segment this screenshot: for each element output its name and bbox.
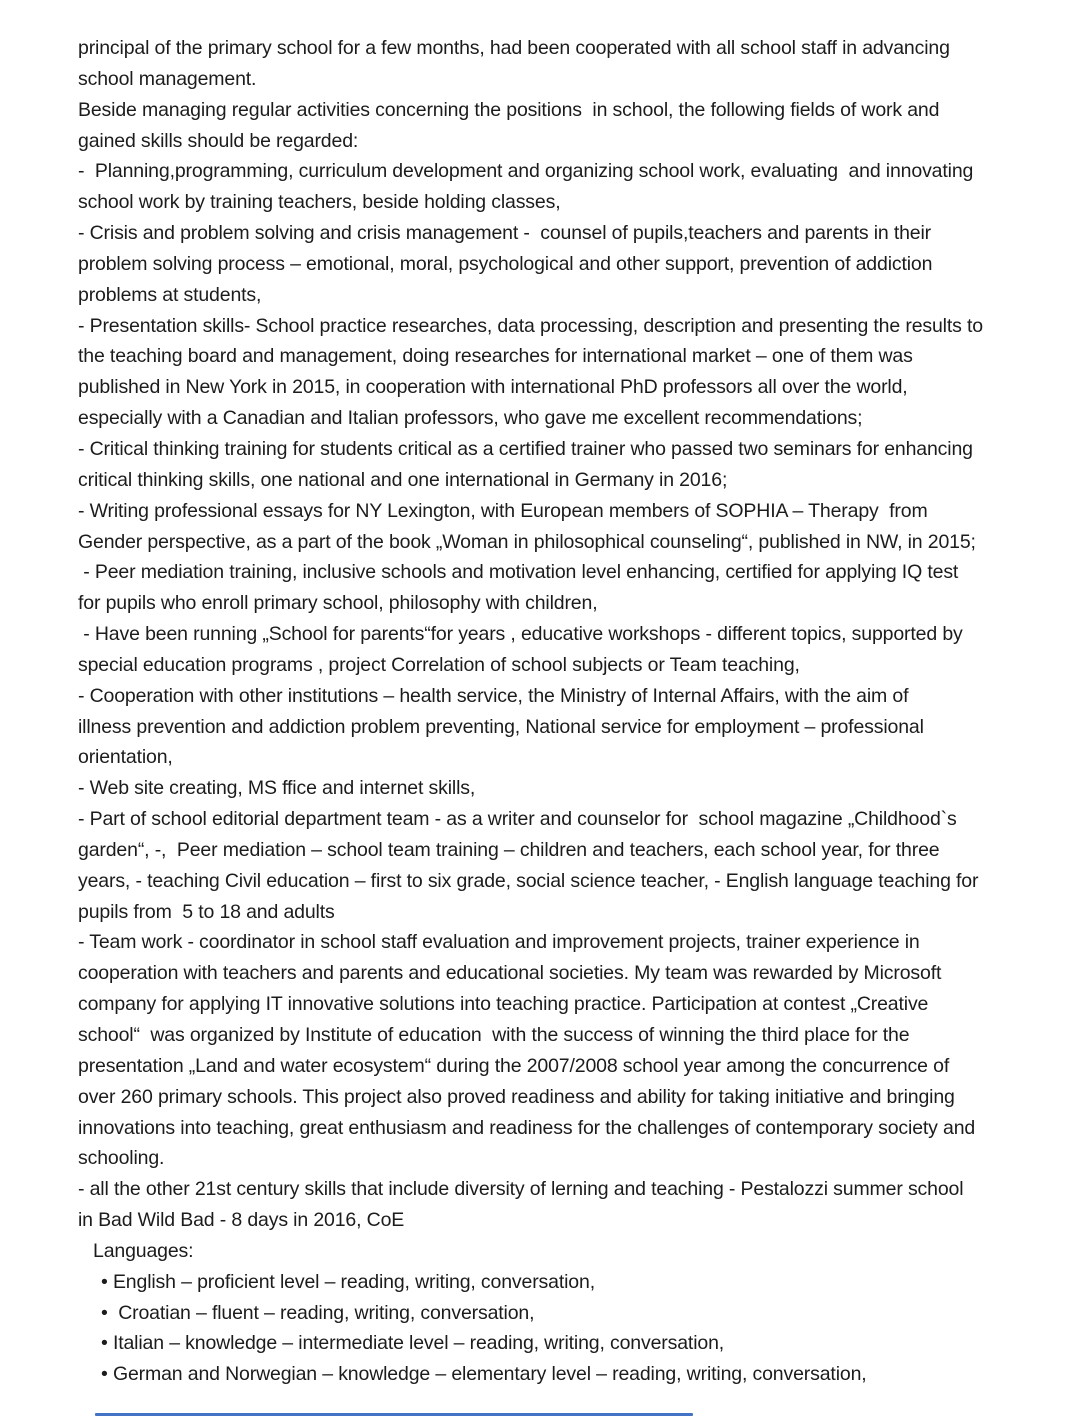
- text-line: Beside managing regular activities concerning the positions in school, the following fields of work and: [78, 98, 940, 121]
- text-line: - Critical thinking training for students critical as a certified trainer who passed two seminars for enhancing: [78, 437, 973, 460]
- text-line: innovations into teaching, great enthusiasm and readiness for the challenges of contemporary society and: [78, 1116, 976, 1139]
- text-line: company for applying IT innovative solutions into teaching practice. Participation at contest „Creative: [78, 993, 929, 1016]
- text-line: pupils from 5 to 18 and adults: [78, 900, 335, 923]
- text-line: - Writing professional essays for NY Lexington, with European members of SOPHIA – Therapy from: [78, 499, 928, 522]
- text-line: years, - teaching Civil education – first to six grade, social science teacher, - English language teaching for: [78, 869, 979, 892]
- text-line: problems at students,: [78, 283, 262, 306]
- text-line: - Presentation skills- School practice researches, data processing, description and presenting the results to: [78, 314, 983, 337]
- text-line: - Part of school editorial department team - as a writer and counselor for school magazine „Childhood`s: [78, 808, 957, 831]
- text-line: - Cooperation with other institutions – health service, the Ministry of Internal Affairs, with the aim of: [78, 684, 909, 707]
- text-line: - Planning,programming, curriculum development and organizing school work, evaluating and innovating: [78, 160, 974, 183]
- text-line: problem solving process – emotional, moral, psychological and other support, prevention of addiction: [78, 252, 933, 275]
- text-line: for pupils who enroll primary school, philosophy with children,: [78, 592, 598, 615]
- text-line: Languages:: [93, 1239, 194, 1262]
- text-line: schooling.: [78, 1147, 165, 1170]
- text-line: - Crisis and problem solving and crisis management - counsel of pupils,teachers and parents in their: [78, 222, 932, 245]
- text-line: published in New York in 2015, in cooperation with international PhD professors all over the world,: [78, 376, 908, 399]
- text-line: - Peer mediation training, inclusive schools and motivation level enhancing, certified for applying IQ test: [78, 561, 959, 584]
- text-line: - Team work - coordinator in school staff evaluation and improvement projects, trainer experience in: [78, 931, 920, 954]
- text-line: presentation „Land and water ecosystem“ during the 2007/2008 school year among the concurrence of: [78, 1054, 950, 1077]
- text-line: - Web site creating, MS ffice and internet skills,: [78, 777, 476, 800]
- text-line: orientation,: [78, 746, 173, 769]
- text-line: the teaching board and management, doing researches for international market – one of them was: [78, 345, 913, 368]
- text-line: cooperation with teachers and parents and educational societies. My team was rewarded by Microsoft: [78, 962, 942, 985]
- text-line: • Croatian – fluent – reading, writing, conversation,: [101, 1301, 535, 1324]
- text-line: - Have been running „School for parents“for years , educative workshops - different topics, supported by: [78, 623, 963, 646]
- text-line: principal of the primary school for a few months, had been cooperated with all school staff in advancing: [78, 37, 950, 59]
- document-text: [78, 33, 1046, 1390]
- text-line: special education programs , project Correlation of school subjects or Team teaching,: [78, 653, 800, 676]
- text-line: school management.: [78, 67, 257, 90]
- text-line: - all the other 21st century skills that include diversity of lerning and teaching - Pestalozzi summer school: [78, 1178, 964, 1201]
- text-line: especially with a Canadian and Italian professors, who gave me excellent recommendations;: [78, 407, 863, 430]
- text-line: garden“, -, Peer mediation – school team training – children and teachers, each school year, for three: [78, 838, 940, 861]
- text-line: • Italian – knowledge – intermediate level – reading, writing, conversation,: [101, 1332, 725, 1355]
- text-line: in Bad Wild Bad - 8 days in 2016, CoE: [78, 1209, 405, 1232]
- text-line: over 260 primary schools. This project also proved readiness and ability for taking initiative and bringing: [78, 1085, 955, 1108]
- text-line: critical thinking skills, one national and one international in Germany in 2016;: [78, 468, 728, 491]
- text-line: illness prevention and addiction problem preventing, National service for employment – professional: [78, 715, 924, 738]
- text-line: • English – proficient level – reading, writing, conversation,: [101, 1270, 595, 1293]
- text-line: school work by training teachers, beside holding classes,: [78, 191, 561, 214]
- text-line: school“ was organized by Institute of education with the success of winning the third place for the: [78, 1024, 910, 1046]
- text-line: gained skills should be regarded:: [78, 129, 359, 152]
- text-line: Gender perspective, as a part of the book „Woman in philosophical counseling“, published in NW, in 2015;: [78, 530, 976, 553]
- text-line: • German and Norwegian – knowledge – elementary level – reading, writing, conversation,: [101, 1363, 867, 1386]
